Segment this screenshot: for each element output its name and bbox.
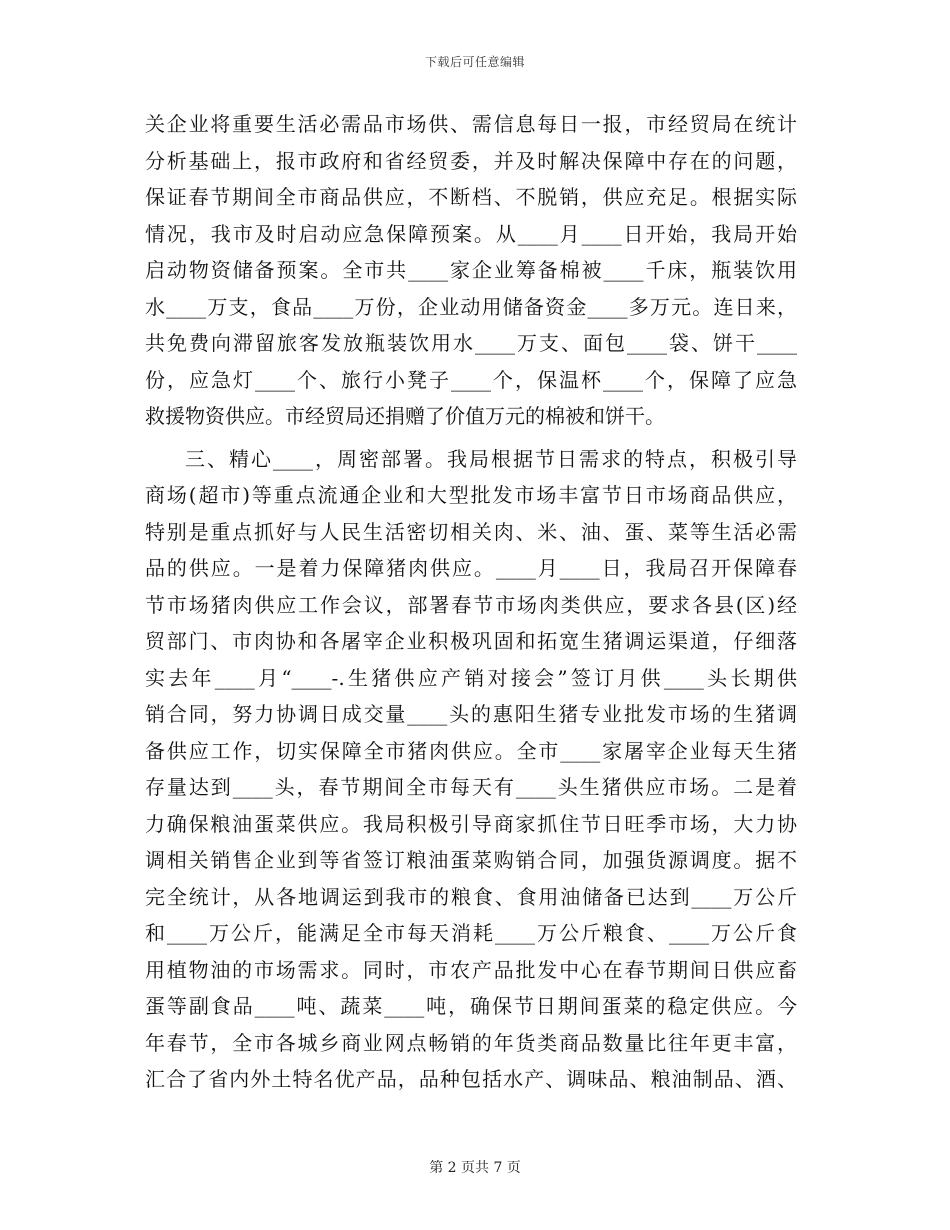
text-line: 节市场猪肉供应工作会议，部署春节市场肉类供应，要求各县(区)经 [145,592,797,617]
text-line: 蛋等副食品____吨、蔬菜____吨，确保节日期间蛋菜的稳定供应。今 [145,994,797,1018]
document-body [145,106,797,1098]
text-line: 销合同，努力协调日成交量____头的惠阳生猪专业批发市场的生猪调 [145,702,797,726]
text-line: 救援物资供应。市经贸局还捐赠了价值万元的棉被和饼干。 [145,404,665,428]
text-line: 力确保粮油蛋菜供应。我局积极引导商家抓住节日旺季市场，大力协 [145,811,797,836]
text-line: 共免费向滞留旅客发放瓶装饮用水____万支、面包____袋、饼干____ [145,331,797,355]
text-line: 和____万公斤，能满足全市每天消耗____万公斤粮食、____万公斤食 [145,921,797,945]
text-line: 备供应工作，切实保障全市猪肉供应。全市____家屠宰企业每天生猪 [145,738,797,763]
text-line: 分析基础上，报市政府和省经贸委，并及时解决保障中存在的问题， [145,148,797,173]
paragraph-2 [145,441,797,1098]
text-line: 特别是重点抓好与人民生活密切相关肉、米、油、蛋、菜等生活必需 [145,519,797,544]
text-line: 保证春节期间全市商品供应，不断档、不脱销，供应充足。根据实际 [145,185,797,209]
text-line: 份，应急灯____个、旅行小凳子____个，保温杯____个，保障了应急 [145,367,797,392]
paragraph-1 [145,106,797,435]
text-line: 关企业将重要生活必需品市场供、需信息每日一报，市经贸局在统计 [145,112,797,136]
text-line: 水____万支，食品____万份，企业动用储备资金____多万元。连日来， [145,294,797,319]
page-footer: 第 2 页共 7 页 [429,1160,521,1176]
text-line: 三、精心____，周密部署。我局根据节日需求的特点，积极引导 [185,446,797,471]
page-header: 下载后可任意编辑 [424,55,525,69]
text-line: 情况，我市及时启动应急保障预案。从____月____日开始，我局开始 [145,221,797,246]
text-line: 年春节，全市各城乡商业网点畅销的年货类商品数量比往年更丰富， [145,1030,797,1055]
text-line: 完全统计，从各地调运到我市的粮食、食用油储备已达到____万公斤 [145,884,797,909]
text-line: 贸部门、市肉协和各屠宰企业积极巩固和拓宽生猪调运渠道，仔细落 [145,629,797,653]
text-line: 存量达到____头，春节期间全市每天有____头生猪供应市场。二是着 [145,775,797,799]
text-line: 汇合了省内外土特名优产品，品种包括水产、调味品、粮油制品、酒、 [145,1067,797,1091]
text-line: 实去年____月“____-.生猪供应产销对接会”签订月供____头长期供 [145,665,797,690]
text-line: 启动物资储备预案。全市共____家企业筹备棉被____千床，瓶装饮用 [145,258,797,282]
text-line: 品的供应。一是着力保障猪肉供应。____月____日，我局召开保障春 [145,556,797,580]
text-line: 商场(超市)等重点流通企业和大型批发市场丰富节日市场商品供应， [145,483,797,507]
text-line: 调相关销售企业到等省签订粮油蛋菜购销合同，加强货源调度。据不 [145,848,797,872]
text-line: 用植物油的市场需求。同时，市农产品批发中心在春节期间日供应畜 [145,957,797,982]
